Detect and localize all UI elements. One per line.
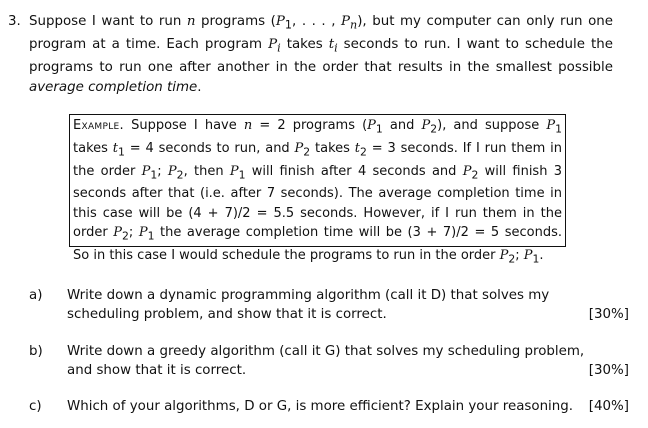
question-number: 3. [8, 14, 21, 29]
example-label: Example. [73, 118, 124, 133]
part-c-marks: [40%] [588, 399, 629, 414]
emphasis-average-completion-time: average completion time [29, 79, 198, 95]
part-b-marks: [30%] [588, 363, 629, 378]
example-box: Example. Suppose I have n = 2 programs ($P_1$ and $P_2$), and suppose $P_1$ takes $t_1 = 4$ seconds to run, and $P_2$ takes $t_2 = 3$ seconds. If I run them in the order $P_1$; $P_2$, then $P_1$ will finish after 4 seconds and $P_2$ will finish 3 seconds after that (i.e. after 7 seconds). The average completion time in this case will be (4 + 7)/2 = 5.5 seconds. However, if I run them in the order $P_2$; $P_1$ the average completion time will be (3 + 7)/2 = 5 seconds. So in this case I would schedule the programs to run in the order $P_2$; $P_1$. [69, 114, 566, 247]
part-c-label: c) [29, 399, 42, 414]
part-a-label: a) [29, 288, 43, 303]
part-a-marks: [30%] [588, 307, 629, 322]
question-intro: Suppose I want to run n programs ($P_1$, . . . , $P_n$), but my computer can only run one program at a time. Each program $P_i$ takes $t_i$ seconds to run. I want to schedule the programs to run one after another in the order that results in the smallest possible average completion time. [29, 14, 613, 95]
part-b-label: b) [29, 344, 43, 359]
part-b-text: Write down a greedy algorithm (call it G) that solves my scheduling problem, and show that it is correct. [67, 344, 585, 378]
part-c-text: Which of your algorithms, D or G, is more efficient? Explain your reasoning. [67, 399, 574, 414]
part-a-text: Write down a dynamic programming algorithm (call it D) that solves my scheduling problem, and show that it is correct. [67, 288, 550, 322]
